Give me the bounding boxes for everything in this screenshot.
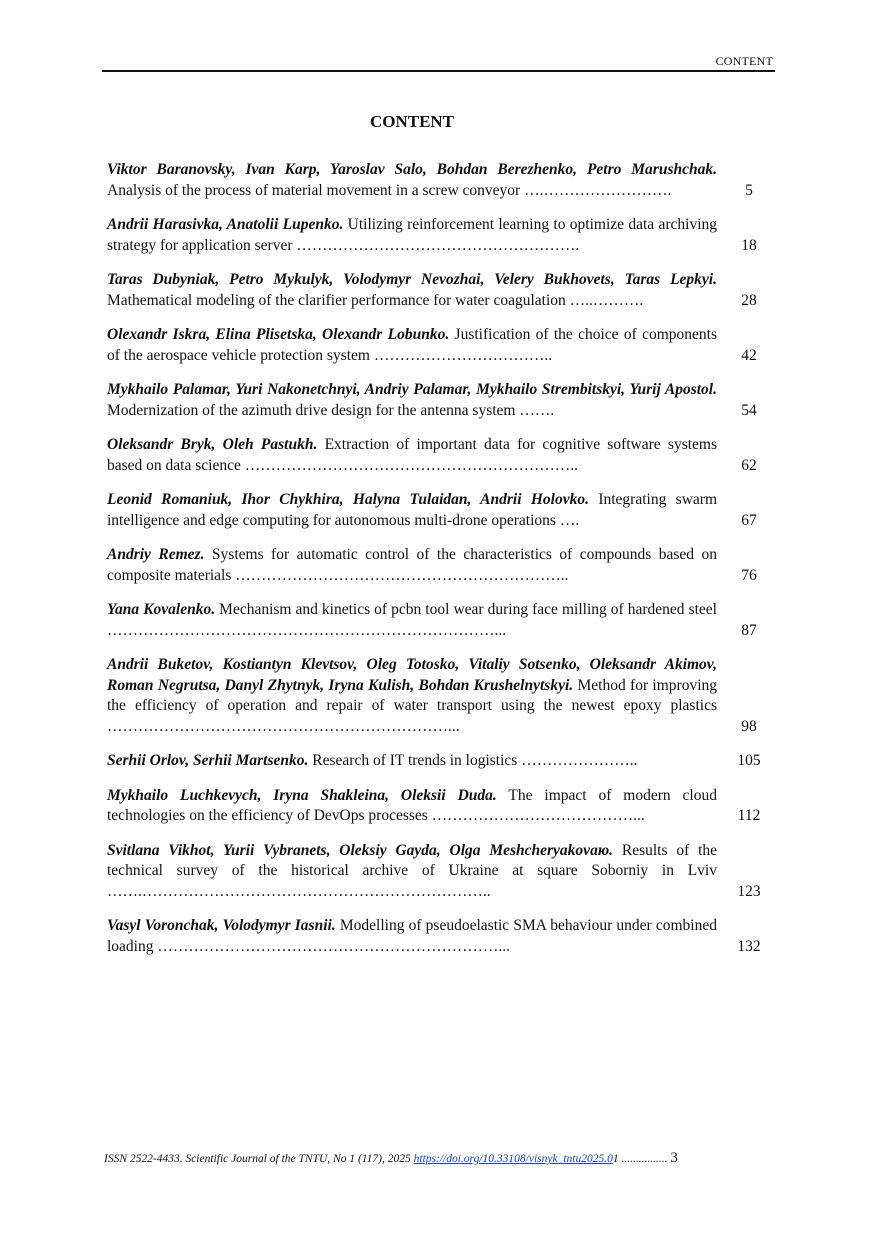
toc-entry	[107, 655, 767, 737]
entry-title: Extraction of important data for cognitive software systems based on data science ………………………………………………………..	[107, 436, 717, 474]
entry-title: Method for improving the efficiency of operation and repair of water transport using the newest epoxy plastics …………………………………………………………...	[107, 676, 718, 735]
toc-entry	[107, 380, 767, 421]
entry-page-number: 67	[741, 511, 757, 529]
entry-page-number: 42	[741, 346, 757, 364]
toc-entry	[107, 751, 767, 772]
entry-title: Mathematical modeling of the clarifier performance for water coagulation …..……….	[107, 291, 644, 309]
toc-entry	[107, 545, 767, 586]
entry-page-number: 62	[741, 456, 757, 474]
entry-authors: Serhii Orlov, Serhii Martsenko.	[107, 752, 309, 769]
entry-page-number: 112	[737, 807, 761, 824]
entry-page-number: 5	[745, 181, 753, 199]
entry-page-number: 87	[741, 621, 757, 639]
page-title: CONTENT	[369, 112, 455, 131]
entry-title: Research of IT trends in logistics …………………..	[312, 752, 638, 769]
entry-title: Modernization of the azimuth drive design for the antenna system …….	[107, 401, 555, 419]
toc-entry	[107, 786, 767, 827]
entry-title: The impact of modern cloud technologies on the efficiency of DevOps processes …………………………………...	[107, 786, 717, 824]
entry-page-number: 28	[741, 291, 757, 309]
toc-entry	[107, 600, 767, 641]
footer-doi-suffix: 1 ................	[612, 1153, 671, 1165]
footer-page-number: 3	[670, 1150, 678, 1166]
entry-page-number: 123	[737, 882, 761, 900]
toc-entry	[107, 325, 767, 366]
entry-authors: Leonid Romaniuk, Ihor Chykhira, Halyna Tulaidan, Andrii Holovko.	[107, 491, 589, 508]
entry-page-number: 98	[741, 717, 757, 735]
entry-page-number: 18	[741, 236, 757, 254]
entry-authors: Svitlana Vikhot, Yurii Vybranets, Oleksiy Gayda, Olga Meshcheryakovaю.	[107, 841, 614, 859]
entry-page-number: 132	[737, 937, 761, 955]
entry-authors: Andrii Harasivka, Anatolii Lupenko.	[107, 216, 344, 233]
toc-entry	[107, 490, 767, 531]
entry-page-number: 105	[737, 752, 761, 769]
entry-authors: Mykhailo Luchkevych, Iryna Shakleina, Oleksii Duda.	[107, 786, 497, 804]
table-of-contents	[107, 160, 767, 971]
entry-title: Analysis of the process of material movement in a screw conveyor ….…………………….	[107, 181, 672, 199]
entry-page-number: 76	[741, 566, 757, 584]
running-header: CONTENT	[715, 54, 773, 68]
toc-entry	[107, 160, 767, 201]
entry-title: Mechanism and kinetics of pcbn tool wear during face milling of hardened steel …………………………………………………………………...	[107, 601, 717, 639]
entry-title: Integrating swarm intelligence and edge computing for autonomous multi-drone operations ….	[107, 491, 717, 529]
header-rule	[102, 70, 775, 72]
entry-authors: Olexandr Iskra, Elina Plisetska, Olexandr Lobunko.	[107, 326, 450, 343]
entry-title: Systems for automatic control of the characteristics of compounds based on composite materials ………………………………………………………..	[107, 546, 717, 584]
toc-entry	[107, 916, 767, 957]
toc-entry	[107, 215, 767, 256]
entry-authors: Taras Dubyniak, Petro Mykulyk, Volodymyr Nevozhai, Velery Bukhovets, Taras Lepkyi.	[107, 271, 717, 288]
toc-entry	[107, 270, 767, 311]
entry-authors: Yana Kovalenko.	[107, 601, 216, 618]
entry-authors: Viktor Baranovsky, Ivan Karp, Yaroslav Salo, Bohdan Berezhenko, Petro Marushchak.	[107, 161, 717, 178]
entry-authors: Oleksandr Bryk, Oleh Pastukh.	[107, 436, 318, 453]
entry-authors: Andriy Remez.	[107, 546, 205, 563]
entry-title: Justification of the choice of components of the aerospace vehicle protection system ……………………………..	[107, 326, 717, 364]
entry-authors: Mykhailo Palamar, Yuri Nakonetchnyi, Andriy Palamar, Mykhailo Strembitskyi, Yurij Apostol.	[107, 381, 717, 398]
entry-authors: Andrii Buketov, Kostiantyn Klevtsov, Oleg Totosko, Vitaliy Sotsenko, Oleksandr Akimov, Roman Negrutsa, Danyl Zhytnyk, Iryna Kulish, Bohdan Krushelnytskyi.	[107, 656, 717, 694]
toc-entry	[107, 841, 767, 903]
entry-page-number: 54	[741, 401, 757, 419]
doi-link[interactable]: https://doi.org/10.33108/visnyk_tntu2025.0	[413, 1153, 613, 1165]
page-footer	[104, 1150, 776, 1167]
entry-title: Results of the technical survey of the historical archive of Ukraine at square Soborniy in Lviv …….…………………………………………………………..	[107, 841, 718, 900]
toc-entry	[107, 435, 767, 476]
entry-title: Utilizing reinforcement learning to optimize data archiving strategy for application server ……………………………………………….	[107, 216, 718, 254]
footer-citation: ISSN 2522-4433. Scientific Journal of the TNTU, No 1 (117), 2025	[104, 1153, 414, 1165]
entry-title: Modelling of pseudoelastic SMA behaviour under combined loading …………………………………………………………...	[107, 917, 717, 955]
entry-authors: Vasyl Voronchak, Volodymyr Iasnii.	[107, 917, 336, 934]
